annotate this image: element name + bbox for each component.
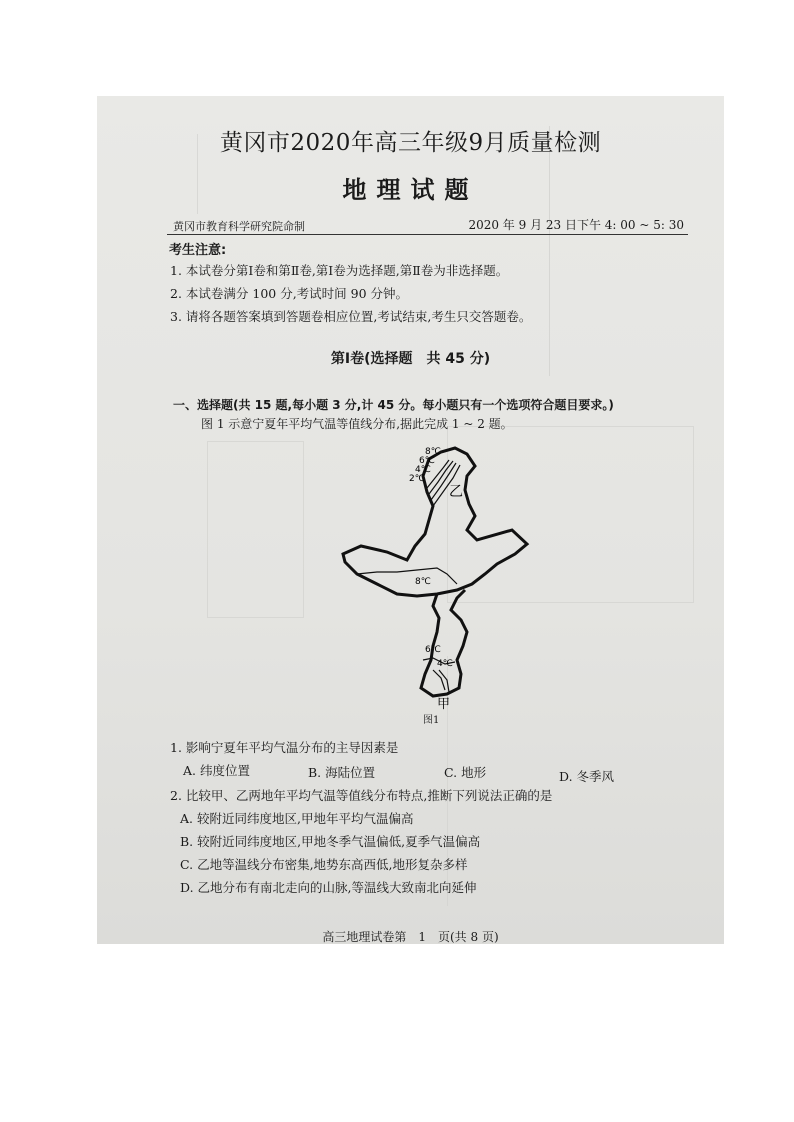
issuer: 黄冈市教育科学研究院命制 [173, 220, 305, 233]
question-2-option: C. 乙地等温线分布密集,地势东高西低,地形复杂多样 [180, 857, 468, 872]
place-label-jia: 甲 [437, 697, 451, 712]
isotherm-label-4-south: 4℃ [437, 659, 453, 669]
isotherm-label-6-south: 6℃ [425, 645, 441, 655]
bleed-through-figure-left [207, 441, 304, 618]
question-1-option: D. 冬季风 [559, 769, 615, 784]
subject-title: 地理试题 [342, 175, 479, 204]
part-title: 第Ⅰ卷(选择题 共 45 分) [330, 351, 491, 367]
notice-item: 1. 本试卷分第Ⅰ卷和第Ⅱ卷,第Ⅰ卷为选择题,第Ⅱ卷为非选择题。 [170, 263, 509, 278]
bleed-through-right [549, 126, 720, 376]
notice-item: 3. 请将各题答案填到答题卷相应位置,考试结束,考生只交答题卷。 [170, 309, 532, 324]
notice-item: 2. 本试卷满分 100 分,考试时间 90 分钟。 [170, 286, 409, 301]
ningxia-boundary [343, 448, 527, 596]
question-1-option: A. 纬度位置 [183, 763, 250, 778]
isotherm-4-south [433, 670, 445, 690]
figure-intro: 图 1 示意宁夏年平均气温等值线分布,据此完成 1 ~ 2 题。 [201, 417, 513, 431]
question-2-option: A. 较附近同纬度地区,甲地年平均气温偏高 [180, 811, 414, 826]
question-2-stem: 2. 比较甲、乙两地年平均气温等值线分布特点,推断下列说法正确的是 [170, 788, 553, 803]
figure-caption: 图1 [423, 715, 440, 726]
exam-title: 黄冈市2020年高三年级9月质量检测 [219, 130, 602, 156]
question-1-option: B. 海陆位置 [308, 765, 376, 780]
isotherm-label-8-mid: 8℃ [415, 577, 431, 587]
question-1-option: C. 地形 [444, 765, 487, 780]
header-rule [167, 234, 688, 235]
ningxia-boundary-south [421, 590, 467, 696]
place-label-yi: 乙 [449, 484, 463, 500]
page-footer: 高三地理试卷第 1 页(共 8 页) [322, 930, 499, 944]
ningxia-isotherm-map [337, 434, 537, 714]
isotherm-label-6-north: 6℃ [419, 456, 435, 466]
question-1-stem: 1. 影响宁夏年平均气温分布的主导因素是 [170, 740, 399, 755]
question-2-option: D. 乙地分布有南北走向的山脉,等温线大致南北向延伸 [180, 880, 477, 895]
exam-page [97, 96, 724, 944]
section-heading: 一、选择题(共 15 题,每小题 3 分,计 45 分。每小题只有一个选项符合题目要求。) [173, 398, 614, 412]
notice-heading: 考生注意: [169, 243, 227, 258]
question-2-option: B. 较附近同纬度地区,甲地冬季气温偏低,夏季气温偏高 [180, 834, 481, 849]
isotherm-label-4-north: 4℃ [415, 465, 431, 475]
isotherm-label-8-north: 8℃ [425, 447, 441, 457]
exam-time: 2020 年 9 月 23 日下午 4: 00 ~ 5: 30 [468, 218, 684, 232]
isotherm-label-2-north: 2℃ [409, 474, 425, 484]
